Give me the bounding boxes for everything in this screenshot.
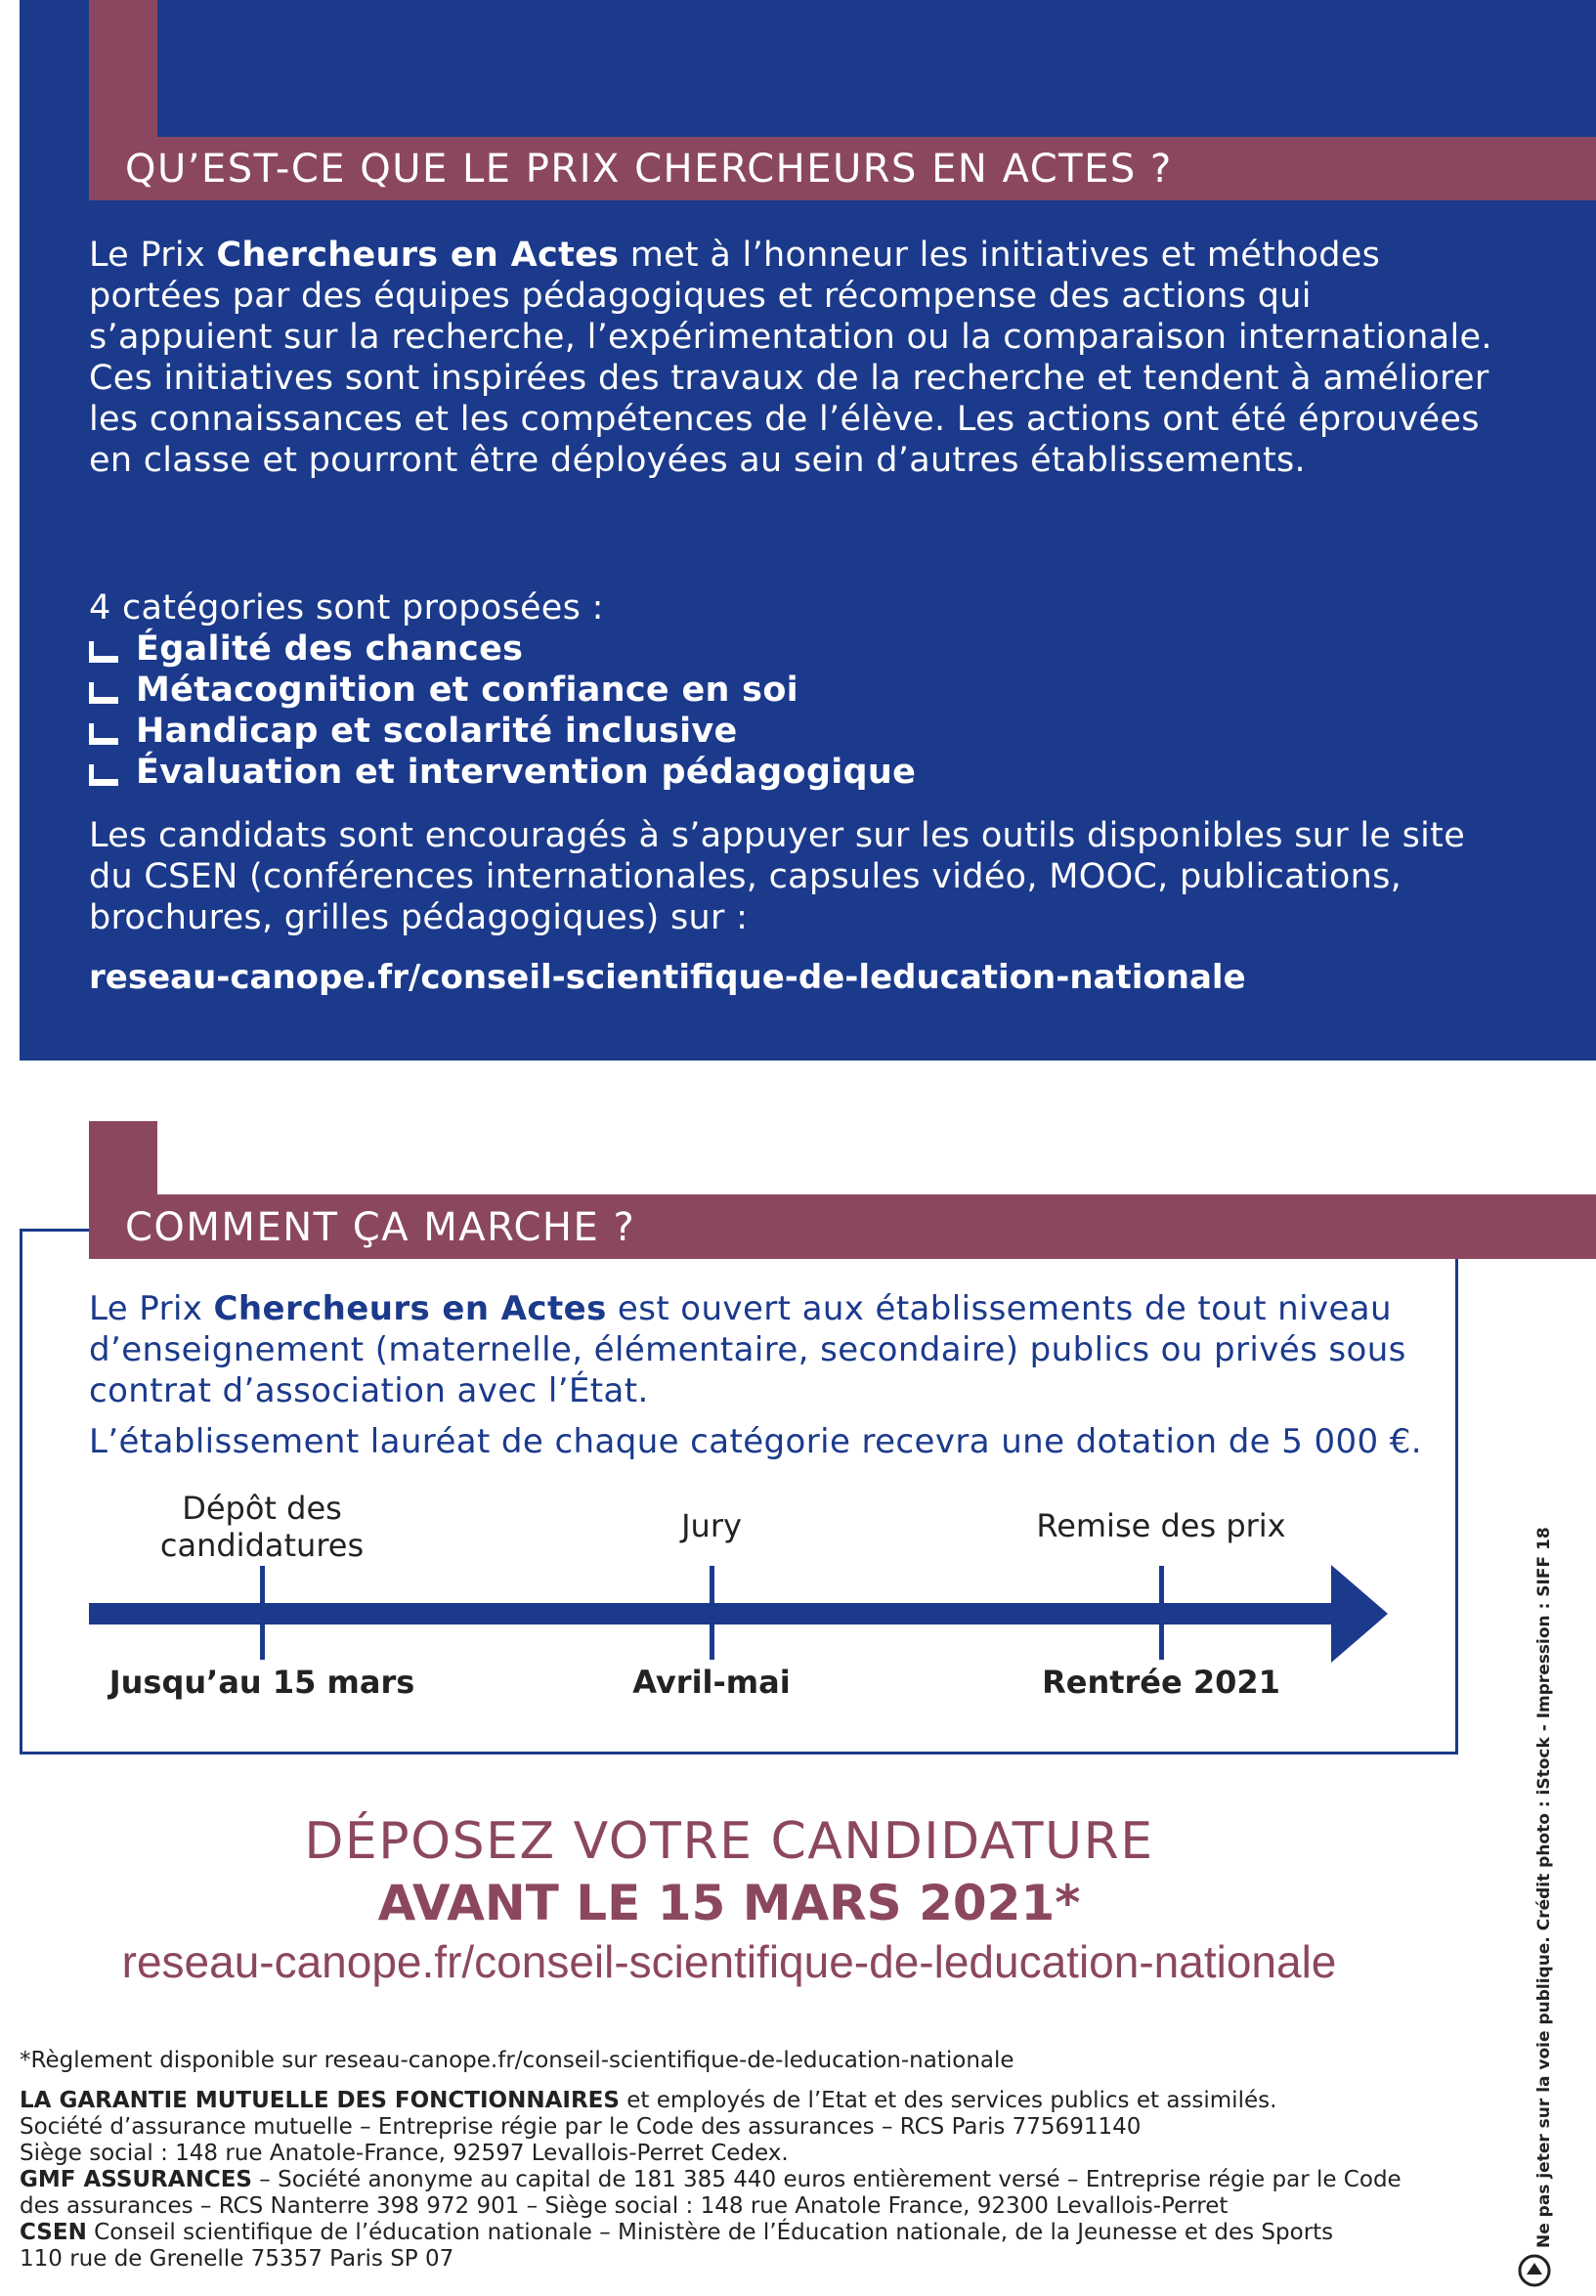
cta-link[interactable]: reseau-canope.fr/conseil-scientifique-de-leducation-nationale bbox=[121, 1936, 1337, 1987]
timeline-label-awards: Remise des prix bbox=[1036, 1507, 1286, 1544]
section2-heading: COMMENT ÇA MARCHE ? bbox=[125, 1205, 636, 1250]
legal-text bbox=[20, 2088, 1495, 2273]
print-credit-vertical: Ne pas jeter sur la voie publique. Crédit photo : iStock - Impression : SIFF 18 bbox=[1534, 1527, 1554, 2248]
timeline-tick bbox=[710, 1566, 714, 1660]
legal-line: GMF ASSURANCES – Société anonyme au capital de 181 385 440 euros entièrement versé – Entreprise régie par le Code bbox=[20, 2167, 1402, 2192]
csen-link[interactable]: reseau-canope.fr/conseil-scientifique-de-leducation-nationale bbox=[89, 958, 1246, 997]
legal-line: Société d’assurance mutuelle – Entreprise régie par le Code des assurances – RCS Paris 775691140 bbox=[20, 2114, 1142, 2140]
prize-name: Chercheurs en Actes bbox=[216, 236, 620, 275]
list-item: Égalité des chances bbox=[89, 628, 916, 670]
corner-bullet-icon bbox=[89, 723, 118, 745]
timeline-label-deposit: Dépôt des candidatures bbox=[159, 1490, 365, 1564]
corner-bullet-icon bbox=[89, 682, 118, 704]
categories-list bbox=[89, 628, 916, 793]
footnote: *Règlement disponible sur reseau-canope.fr/conseil-scientifique-de-leducation-nationale bbox=[20, 2048, 1014, 2073]
list-item: Handicap et scolarité inclusive bbox=[89, 711, 916, 752]
intro-paragraph-2: Ces initiatives sont inspirées des travaux de la recherche et tendent à améliorer les connaissances et les compétences de l’élève. Les actions ont été éprouvées en classe et pourront être déployées au sein d’autres établissements. bbox=[89, 359, 1489, 480]
legal-line: 110 rue de Grenelle 75357 Paris SP 07 bbox=[20, 2246, 454, 2272]
categories-title: 4 catégories sont proposées : bbox=[89, 588, 604, 628]
recycle-icon bbox=[1517, 2253, 1552, 2288]
how-it-works-text: Le Prix Chercheurs en Actes est ouvert aux établissements de tout niveau d’enseignement (maternelle, élémentaire, secondaire) publics ou privés sous contrat d’association avec l’État. bbox=[89, 1289, 1406, 1410]
legal-line: LA GARANTIE MUTUELLE DES FONCTIONNAIRES et employés de l’Etat et des services publics et assimilés. bbox=[20, 2088, 1277, 2113]
prize-name-2: Chercheurs en Actes bbox=[213, 1289, 607, 1328]
corner-bullet-icon bbox=[89, 641, 118, 663]
intro-text bbox=[89, 235, 1496, 481]
legal-line: CSEN Conseil scientifique de l’éducation nationale – Ministère de l’Éducation nationale, de la Jeunesse et des Sports bbox=[20, 2220, 1334, 2245]
timeline-tick bbox=[260, 1566, 265, 1660]
list-item: Évaluation et intervention pédagogique bbox=[89, 752, 916, 793]
intro-paragraph-1: Le Prix Chercheurs en Actes met à l’honneur les initiatives et méthodes portées par des équipes pédagogiques et récompense des actions qui s’appuient sur la recherche, l’expérimentation ou la comparaison internationale. bbox=[89, 236, 1492, 357]
corner-bullet-icon bbox=[89, 764, 118, 786]
section1-heading: QU’EST-CE QUE LE PRIX CHERCHEURS EN ACTES ? bbox=[125, 147, 1173, 192]
cta-line-2: AVANT LE 15 MARS 2021* bbox=[377, 1875, 1081, 1931]
timeline-date-jury: Avril-mai bbox=[632, 1664, 791, 1701]
cta-line-1: DÉPOSEZ VOTRE CANDIDATURE bbox=[304, 1812, 1154, 1871]
endowment-text: L’établissement lauréat de chaque catégorie recevra une dotation de 5 000 €. bbox=[89, 1422, 1422, 1461]
list-item: Métacognition et confiance en soi bbox=[89, 670, 916, 711]
timeline-date-deposit: Jusqu’au 15 mars bbox=[108, 1664, 415, 1701]
tools-text: Les candidats sont encouragés à s’appuyer sur les outils disponibles sur le site du CSEN (conférences internationales, capsules vidéo, MOOC, publications, brochures, grilles pédagogiques) sur : bbox=[89, 816, 1466, 937]
arrow-right-icon bbox=[1331, 1565, 1388, 1663]
timeline-tick bbox=[1159, 1566, 1164, 1660]
timeline-date-awards: Rentrée 2021 bbox=[1042, 1664, 1280, 1701]
legal-line: des assurances – RCS Nanterre 398 972 901 – Siège social : 148 rue Anatole France, 92300 Levallois-Perret bbox=[20, 2193, 1229, 2219]
timeline-label-jury: Jury bbox=[681, 1507, 742, 1544]
legal-line: Siège social : 148 rue Anatole-France, 92597 Levallois-Perret Cedex. bbox=[20, 2141, 789, 2166]
